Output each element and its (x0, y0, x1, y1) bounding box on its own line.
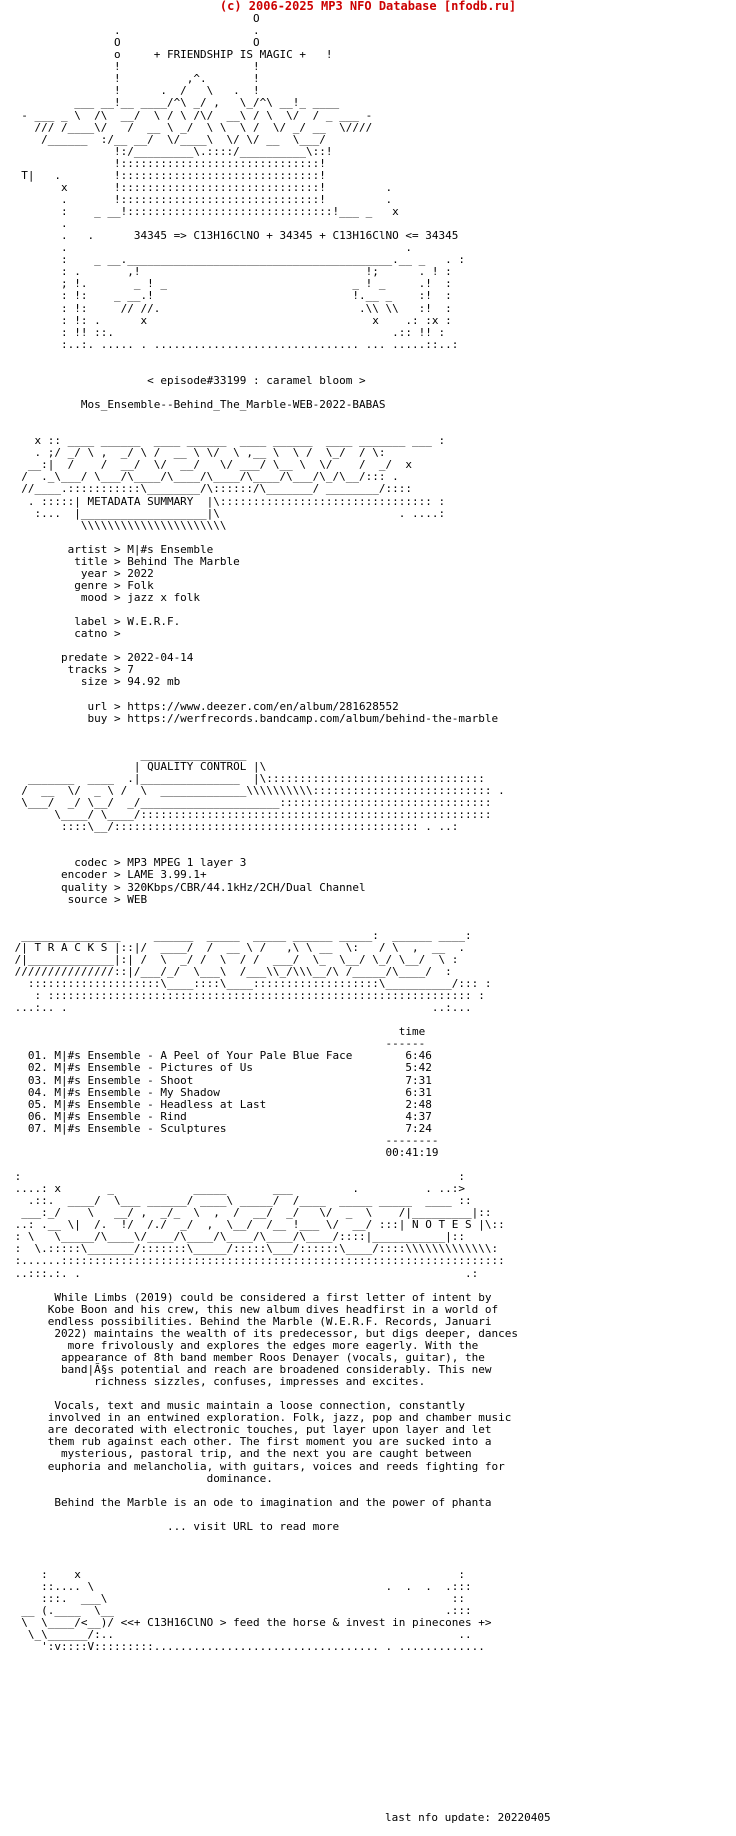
nfo-line: 02. M|#s Ensemble - Pictures of Us 5:42 (8, 1061, 432, 1075)
nfo-line: appearance of 8th band member Roos Denayer (vocals, guitar), the (8, 1350, 485, 1364)
nfo-line: | QUALITY CONTROL |\ (8, 759, 267, 773)
nfo-line: -------- (8, 1133, 439, 1147)
nfo-line: involved in an entwined exploration. Folk, jazz, pop and chamber music (8, 1411, 512, 1425)
nfo-line: x !::::::::::::::::::::::::::::::! . (8, 180, 393, 194)
nfo-line: :..:. ..... . ............................... ... .....::..: (8, 337, 459, 351)
nfo-line: ________________ (8, 747, 247, 761)
nfo-line: _______________ ______ _____ _____ ______ _____: ______ ____: (8, 928, 472, 942)
nfo-line: . . (8, 241, 412, 255)
nfo-line: T| . !::::::::::::::::::::::::::::::! (8, 168, 326, 182)
nfo-line: \___/ _/ \__/ _/_____________________:::::::::::::::::::::::::::::::: (8, 796, 492, 810)
nfo-line: richness sizzles, confuses, impresses and excites. (8, 1375, 426, 1389)
nfo-line: . !::::::::::::::::::::::::::::::! . (8, 192, 393, 206)
nfo-line: !::::::::::::::::::::::::::::::! (8, 156, 326, 170)
nfo-line: euphoria and melancholia, with guitars, voices and reeds fighting for (8, 1459, 505, 1473)
nfo-line: . (8, 217, 68, 231)
nfo-line: dominance. (8, 1471, 273, 1485)
nfo-line: \\\\\\\\\\\\\\\\\\\\\\ (8, 518, 227, 532)
nfo-line: time (8, 1025, 426, 1039)
nfo-line: . :::::| METADATA SUMMARY |\:::::::::::::::::::::::::::::::: : (8, 494, 446, 508)
nfo-line: ...:.. . ..:... (8, 1001, 472, 1015)
nfo-line: : \ \_____/\____\/____/\____/\____/\____/\____/::::|___________|:: (8, 1230, 465, 1244)
nfo-line: predate > 2022-04-14 (8, 651, 194, 665)
nfo-line: ..: .__ \| /. !/ /./ _/ , \__/ /__ !___ \/ __/ :::| N O T E S |\:: (8, 1218, 505, 1232)
nfo-line: artist > M|#s Ensemble (8, 542, 214, 556)
nfo-line: 04. M|#s Ensemble - My Shadow 6:31 (8, 1085, 432, 1099)
nfo-line: : _ __!:::::::::::::::::::::::::::::::!___ _ x (8, 205, 399, 218)
nfo-line: ::::::::::::::::::::\____::::\____:::::::::::::::::::\__________/::: : (8, 977, 492, 990)
nfo-line: /// /____\/ / __ \ _/ \ \ \ / \/ _/ __ \//// (8, 120, 373, 134)
nfo-line: band|Ã§s potential and reach are broadened considerably. This new (8, 1363, 492, 1376)
nfo-line: year > 2022 (8, 566, 154, 580)
nfo-line: :::. ___\ :: (8, 1592, 465, 1606)
nfo-line: : !: . x x .: :x : (8, 313, 452, 327)
nfo-line: genre > Folk (8, 578, 154, 592)
nfo-line: : : (8, 1170, 465, 1183)
nfo-line: . ;/ _/ \ , _/ \ / __ \ \/ \ ,__ \ \ / \_/ / \: (8, 446, 386, 460)
nfo-line: : !! ::. .:: !! : (8, 325, 446, 339)
nfo-line: ! . / \ . ! (8, 84, 260, 98)
nfo-line: / __ \/ _ \ / \ _____________\\\\\\\\\\::::::::::::::::::::::::::: . (8, 784, 505, 797)
nfo-line: ! ! (8, 60, 260, 74)
nfo-line: mood > jazz x folk (8, 591, 201, 604)
nfo-line: ___:_/ \ __/ , _/_ \ , / __/ _/ \/ _ \ /|_________|:: (8, 1206, 492, 1220)
nfo-line: title > Behind The Marble (8, 554, 240, 568)
nfo-line: 00:41:19 (8, 1145, 439, 1159)
nfo-line: encoder > LAME 3.99.1+ (8, 868, 207, 882)
nfo-line: / ._\___/ \___/\____/\____/\____/\____/\___/\_/\__/::: . (8, 470, 399, 484)
nfo-line: . . (8, 24, 260, 38)
nfo-line: size > 94.92 mb (8, 675, 181, 689)
nfo-line: //____.:::::::::::\________/\::::::/\_______/ ________/:::: (8, 482, 412, 496)
nfo-line: 06. M|#s Ensemble - Rind 4:37 (8, 1109, 432, 1123)
nfo-line: label > W.E.R.F. (8, 615, 181, 629)
nfo-line: ___ __!__ ____/^\ _/ , \_/^\ __!_ ____ (8, 96, 340, 110)
nfo-line: /______ :/__ __/ \/____\ \/ \/ __ \___/ (8, 132, 326, 146)
nfo-line: : x : (8, 1568, 465, 1582)
nfo-line: ///////////////::|/___/_/ \___\ /___\\_/\\\__/\ /_____/\____/ : (8, 964, 452, 978)
nfo-line: : !: // //. .\\ \\ :! : (8, 301, 452, 315)
nfo-line: ':v::::V:::::::::.................................. . ............. (8, 1640, 485, 1654)
nfo-line: o + FRIENDSHIP IS MAGIC + ! (8, 48, 333, 62)
nfo-line: quality > 320Kbps/CBR/44.1kHz/2CH/Dual Channel (8, 880, 366, 894)
nfo-line: \_\______/:.. .. (8, 1628, 472, 1642)
nfo-line: more frivolously and explores the edges more eagerly. With the (8, 1338, 479, 1352)
nfo-line: - ___ _ \ /\ __/ \ / \ /\/ __\ / \ \/ / _ ___ - (8, 108, 373, 122)
nfo-line: Behind the Marble is an ode to imagination and the power of phanta (8, 1495, 492, 1509)
nfo-line: tracks > 7 (8, 663, 134, 677)
nfo-line: ....: x _ _____ ___ . . ..:> (8, 1182, 465, 1196)
nfo-line: : \.:::::\_______/:::::::\_____/:::::\___/::::::\____/::::\\\\\\\\\\\\\: (8, 1242, 499, 1256)
copyright-link[interactable]: (c) 2006-2025 MP3 NFO Database [nfodb.ru] (219, 0, 517, 13)
nfo-line: /| T R A C K S |::|/ ____/ / __ \ / ,\ \ __ \: / \ , __ . (8, 940, 465, 954)
nfo-line: .::. ____/ \___ ______/ ____\ _____/ /____ _____ _____ ____ :: (8, 1194, 472, 1208)
nfo-line: \ \____/<__)/ <<+ C13H16ClNO > feed the horse & invest in pinecones +> (8, 1616, 492, 1630)
nfo-line: _______ ____ .|_______________ |\::::::::::::::::::::::::::::::::: (8, 771, 485, 785)
nfo-line: Mos_Ensemble--Behind_The_Marble-WEB-2022-BABAS (8, 398, 386, 411)
nfo-line: ::.... \ . . . .::: (8, 1580, 472, 1594)
nfo-line: Vocals, text and music maintain a loose connection, constantly (8, 1399, 465, 1413)
nfo-line: : _ __.________________________________________.__ _ . : (8, 253, 465, 267)
nfo-line: O (8, 12, 260, 25)
nfo-line: __ (.____ \__ .::: (8, 1604, 472, 1618)
nfo-line: 01. M|#s Ensemble - A Peel of Your Pale Blue Face 6:46 (8, 1049, 432, 1063)
nfo-line: catno > (8, 627, 121, 641)
nfo-line: While Limbs (2019) could be considered a first letter of intent by (8, 1290, 492, 1304)
nfo-line: ..:::.:. . .: (8, 1266, 479, 1280)
nfo-line: Kobe Boon and his crew, this new album dives headfirst in a world of (8, 1302, 499, 1316)
nfo-line: 03. M|#s Ensemble - Shoot 7:31 (8, 1073, 432, 1087)
nfo-line: ... visit URL to read more (8, 1519, 340, 1533)
nfo-line: ! ,^. ! (8, 72, 260, 86)
nfo-line: 2022) maintains the wealth of its predecessor, but digs deeper, dances (8, 1326, 518, 1340)
nfo-line: __:| / / __/ \/ __/ \/ ___/ \__ \ \/ / _/ x (8, 458, 412, 472)
nfo-line[interactable]: url > https://www.deezer.com/en/album/281628552 (8, 699, 399, 713)
nfo-line: :... |___________________|\ . ....: (8, 506, 446, 520)
nfo-text-body (8, 13, 518, 1654)
nfo-line: source > WEB (8, 892, 148, 906)
nfo-line: . . 34345 => C13H16ClNO + 34345 + C13H16ClNO <= 34345 (8, 229, 459, 243)
nfo-line: :......::::::::::::::::::::::::::::::::::::::::::::::::::::::::::::::::::: (8, 1254, 505, 1268)
nfo-line: /|_____________|:| / \ _/ / \ / / ___/ \_ \__/ \_/ \__/ \ : (8, 952, 459, 966)
nfo-line: ; !. _ ! _ _ ! _ .! : (8, 277, 452, 291)
nfo-line: < episode#33199 : caramel bloom > (8, 373, 366, 387)
nfo-line: \____/ \____/::::::::::::::::::::::::::::::::::::::::::::::::::::: (8, 808, 492, 822)
nfo-line: 05. M|#s Ensemble - Headless at Last 2:48 (8, 1097, 432, 1111)
nfo-line: them rub against each other. The first moment you are sucked into a (8, 1435, 492, 1449)
nfo-line: : !: _ __.! !.__ _ :! : (8, 289, 452, 303)
nfo-line: : . ,! !; . ! : (8, 265, 452, 279)
nfo-line: O O (8, 36, 260, 50)
nfo-line: ------ (8, 1037, 426, 1051)
nfo-line: endless possibilities. Behind the Marble (W.E.R.F. Records, Januari (8, 1314, 492, 1328)
last-update-label: last nfo update: 20220405 (385, 1811, 551, 1824)
nfo-line: mysterious, pastoral trip, and the next you are caught between (8, 1447, 472, 1461)
nfo-line: are decorated with electronic touches, put layer upon layer and let (8, 1423, 492, 1437)
nfo-line: : :::::::::::::::::::::::::::::::::::::::::::::::::::::::::::::::: : (8, 989, 485, 1003)
nfo-line: ::::\__/:::::::::::::::::::::::::::::::::::::::::::::: . ..: (8, 820, 459, 834)
nfo-line: x :: ____ ______ ____ ______ ____ ______ ____ _______ ___ : (8, 434, 446, 448)
nfo-line: !:/_________\.::::/__________\::! (8, 144, 333, 158)
nfo-line: codec > MP3 MPEG 1 layer 3 (8, 856, 247, 870)
nfo-line: 07. M|#s Ensemble - Sculptures 7:24 (8, 1121, 432, 1135)
nfo-line[interactable]: buy > https://werfrecords.bandcamp.com/album/behind-the-marble (8, 711, 499, 725)
